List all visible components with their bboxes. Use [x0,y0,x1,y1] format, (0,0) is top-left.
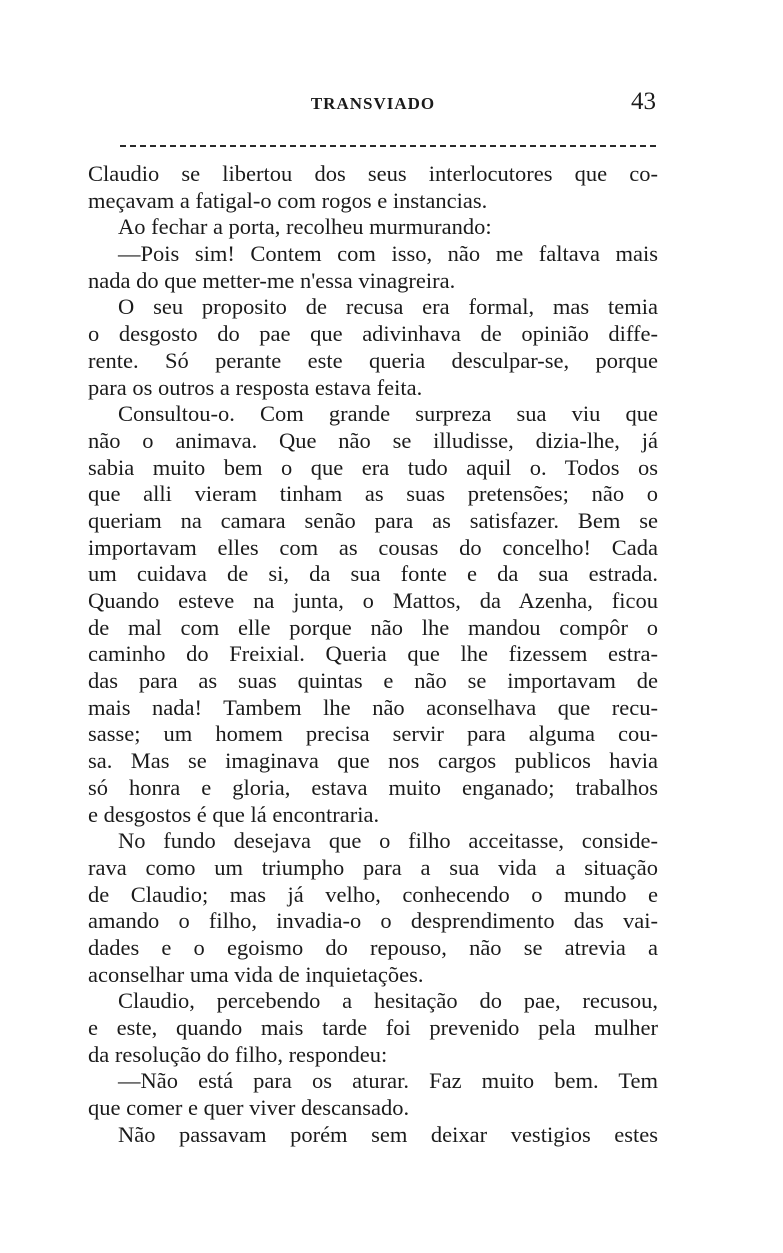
text-line: da resolução do filho, respondeu: [88,1041,388,1067]
text-line: de mal com elle porque não lhe mandou compôr o [88,614,658,640]
text-line: sabia muito bem o que era tudo aquil o. Todos os [88,454,658,480]
text-line: não o animava. Que não se illudisse, dizia-lhe, já [88,427,658,453]
text-line: Ao fechar a porta, recolheu murmurando: [118,214,492,240]
body-text [88,161,658,1148]
text-line: e desgostos é que lá encontraria. [88,801,380,827]
text-line: nada do que metter-me n'essa vinagreira. [88,267,456,293]
page-header [88,86,658,126]
text-line: o desgosto do pae que adivinhava de opinião diffe- [88,321,658,347]
text-line: Consultou-o. Com grande surpreza sua viu que [118,401,658,427]
text-line: mais nada! Tambem lhe não aconselhava que recu- [88,694,658,720]
text-line: só honra e gloria, estava muito enganado; trabalhos [88,774,658,800]
text-line: queriam na camara senão para as satisfazer. Bem se [88,507,658,533]
text-line: dades e o egoismo do repouso, não se atrevia a [88,934,658,960]
text-line: Claudio, percebendo a hesitação do pae, recusou, [118,988,658,1014]
text-line: aconselhar uma vida de inquietações. [88,961,424,987]
text-line: meçavam a fatigal-o com rogos e instancias. [88,187,488,213]
text-line: caminho do Freixial. Queria que lhe fizessem estra- [88,641,658,667]
text-line: rente. Só perante este queria desculpar-se, porque [88,347,658,373]
text-line: Não passavam porém sem deixar vestigios estes [118,1121,658,1147]
page-number: 43 [631,88,656,115]
text-line: um cuidava de si, da sua fonte e da sua estrada. [88,561,658,587]
text-line: —Pois sim! Contem com isso, não me faltava mais [118,241,658,267]
header-divider [120,145,656,147]
text-line: —Não está para os aturar. Faz muito bem. Tem [118,1068,658,1094]
text-line: das para as suas quintas e não se importavam de [88,668,658,694]
text-line: que alli vieram tinham as suas pretensões; não o [88,481,658,507]
running-title: TRANSVIADO [310,94,436,113]
text-line: de Claudio; mas já velho, conhecendo o mundo e [88,881,658,907]
text-line: Claudio se libertou dos seus interlocutores que co- [88,161,658,186]
text-line: sa. Mas se imaginava que nos cargos publicos havia [88,748,658,774]
text-line: sasse; um homem precisa servir para alguma cou- [88,721,658,747]
text-line: amando o filho, invadia-o o desprendimento das vai- [88,908,658,934]
text-line: Quando esteve na junta, o Mattos, da Azenha, ficou [88,588,658,613]
text-line: que comer e quer viver descansado. [88,1095,410,1121]
text-line: No fundo desejava que o filho acceitasse, conside- [118,828,658,854]
text-line: importavam elles com as cousas do concelho! Cada [88,534,658,560]
text-line: rava como um triumpho para a sua vida a situação [88,854,658,880]
text-line: O seu proposito de recusa era formal, mas temia [118,294,658,320]
text-line: para os outros a resposta estava feita. [88,374,423,400]
text-line: e este, quando mais tarde foi prevenido pela mulher [88,1015,658,1040]
